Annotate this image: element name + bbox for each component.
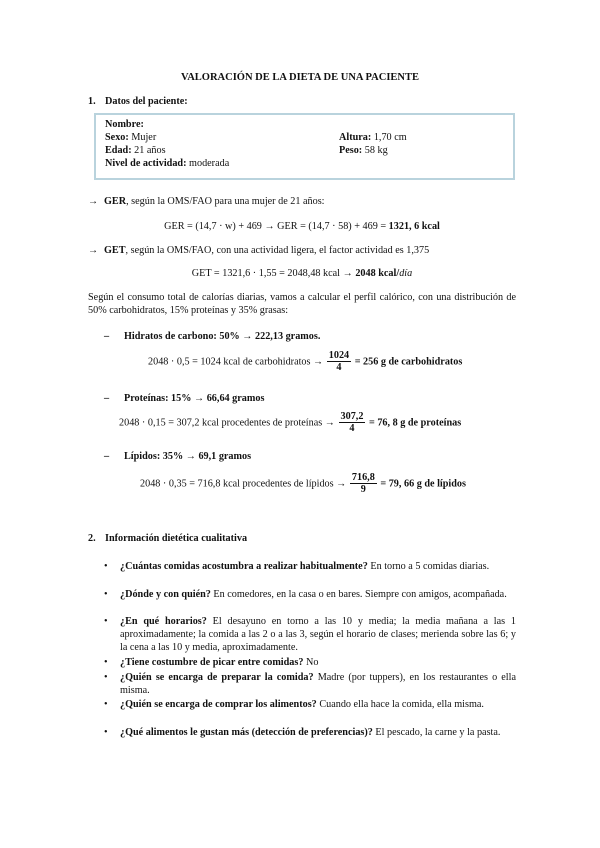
ger-label: GER bbox=[104, 196, 127, 207]
carbs-denominator: 4 bbox=[336, 362, 342, 374]
qa-answer: En torno a 5 comidas diarias. bbox=[367, 561, 490, 572]
qa-question: ¿Qué alimentos le gustan más (detección de preferencias)? bbox=[120, 727, 373, 738]
carbs-numerator: 1024 bbox=[328, 350, 350, 361]
get-text: , según la OMS/FAO, con una actividad ligera, el factor actividad es 1,375 bbox=[125, 245, 430, 256]
carbs-fraction bbox=[327, 350, 351, 374]
lipids-dash: – bbox=[104, 451, 110, 462]
lipids-numerator: 716,8 bbox=[351, 472, 375, 483]
qa-question: ¿En qué horarios? bbox=[120, 616, 207, 627]
proteins-fraction bbox=[339, 411, 366, 435]
qa-answer: El pescado, la carne y la pasta. bbox=[372, 727, 501, 738]
age-value: 21 años bbox=[131, 145, 166, 156]
section-1-heading bbox=[88, 96, 188, 109]
proteins-equation bbox=[119, 411, 461, 435]
get-result: 2048 kcal/ bbox=[355, 268, 400, 279]
carbs-eq-right: = 256 g de carbohidratos bbox=[354, 356, 463, 368]
lipids-heading-text: Lípidos: 35% → 69,1 gramos bbox=[124, 451, 252, 462]
qa-text bbox=[120, 657, 516, 670]
bullet-marker: • bbox=[104, 657, 108, 668]
ger-result: 1321, 6 kcal bbox=[388, 221, 440, 232]
ger-text: , según la OMS/FAO para una mujer de 21 años: bbox=[126, 196, 325, 207]
qa-question: ¿Quién se encarga de comprar los alimentos? bbox=[120, 699, 317, 710]
patient-height-row bbox=[339, 132, 407, 145]
carbs-eq-left: 2048 · 0,5 = 1024 kcal de carbohidratos → bbox=[148, 356, 324, 368]
qa-answer: No bbox=[303, 657, 319, 668]
activity-value: moderada bbox=[186, 158, 230, 169]
qa-answer: Madre (por tuppers), en los restaurantes o ella misma. bbox=[120, 672, 516, 696]
get-label: GET bbox=[104, 245, 126, 256]
qa-answer: Cuando ella hace la comida, ella misma. bbox=[316, 699, 484, 710]
qa-text bbox=[120, 727, 516, 740]
proteins-heading-text: Proteínas: 15% → 66,64 gramos bbox=[124, 393, 265, 404]
weight-value: 58 kg bbox=[362, 145, 388, 156]
qa-answer: El desayuno en torno a las 10 y media; la media mañana a las 1 aproximadamente; la comida a las 2 o a las 3, según el horario de clases; merienda sobre las 6; y la cena a las 10 y media, aproximadamente. bbox=[120, 616, 516, 653]
bullet-marker: • bbox=[104, 727, 108, 738]
proteins-eq-left: 2048 · 0,15 = 307,2 kcal procedentes de proteínas → bbox=[119, 417, 335, 429]
qa-text bbox=[120, 561, 516, 574]
lipids-fraction bbox=[350, 472, 377, 496]
patient-age-row bbox=[105, 145, 166, 158]
bullet-marker: • bbox=[104, 672, 108, 683]
name-label: Nombre: bbox=[105, 119, 144, 130]
patient-weight-row bbox=[339, 145, 388, 158]
get-equation-text: GET = 1321,6 · 1,55 = 2048,48 kcal → bbox=[191, 268, 356, 279]
patient-name-row bbox=[105, 119, 144, 132]
bullet-marker: • bbox=[104, 699, 108, 710]
qa-question: ¿Quién se encarga de preparar la comida? bbox=[120, 672, 314, 683]
bullet-marker: • bbox=[104, 616, 108, 627]
qa-text bbox=[120, 672, 516, 698]
carbs-heading-text: Hidratos de carbono: 50% → 222,13 gramos. bbox=[124, 331, 321, 342]
section-2-label: Información dietética cualitativa bbox=[105, 533, 248, 544]
sex-label: Sexo: bbox=[105, 132, 129, 143]
get-equation bbox=[88, 268, 516, 281]
qa-question: ¿Tiene costumbre de picar entre comidas? bbox=[120, 657, 304, 668]
lipids-eq-right: = 79, 66 g de lípidos bbox=[380, 478, 466, 490]
qa-question: ¿Cuántas comidas acostumbra a realizar habitualmente? bbox=[120, 561, 368, 572]
proteins-numerator: 307,2 bbox=[340, 411, 364, 422]
weight-label: Peso: bbox=[339, 145, 363, 156]
carbs-equation bbox=[148, 350, 462, 374]
section-1-label: Datos del paciente: bbox=[105, 96, 188, 107]
bullet-marker: • bbox=[104, 561, 108, 572]
patient-data-box bbox=[94, 113, 515, 180]
lipids-equation bbox=[140, 472, 466, 496]
height-value: 1,70 cm bbox=[371, 132, 407, 143]
activity-label: Nivel de actividad: bbox=[105, 158, 187, 169]
section-2-number: 2. bbox=[88, 533, 96, 544]
height-label: Altura: bbox=[339, 132, 372, 143]
proteins-dash: – bbox=[104, 393, 110, 404]
get-line bbox=[88, 245, 429, 258]
lipids-eq-left: 2048 · 0,35 = 716,8 kcal procedentes de lípidos → bbox=[140, 478, 347, 490]
get-result-unit: día bbox=[399, 268, 413, 279]
get-arrow: → bbox=[88, 245, 99, 256]
carbs-dash: – bbox=[104, 331, 110, 342]
patient-activity-row bbox=[105, 158, 229, 171]
lipids-heading bbox=[104, 451, 251, 464]
ger-equation-text: GER = (14,7 · w) + 469 → GER = (14,7 · 58) + 469 = bbox=[164, 221, 389, 232]
proteins-heading bbox=[104, 393, 264, 406]
carbs-heading bbox=[104, 331, 320, 344]
sex-value: Mujer bbox=[128, 132, 157, 143]
bullet-marker: • bbox=[104, 589, 108, 600]
ger-line bbox=[88, 196, 325, 209]
proteins-denominator: 4 bbox=[349, 423, 355, 435]
patient-sex-row bbox=[105, 132, 156, 145]
qa-text bbox=[120, 616, 516, 654]
intro-paragraph: Según el consumo total de calorías diarias, vamos a calcular el perfil calórico, con una distribución de 50% carbohidratos, 15% proteínas y 35% grasas: bbox=[88, 292, 516, 316]
ger-arrow: → bbox=[88, 196, 99, 207]
section-1-number: 1. bbox=[88, 96, 96, 107]
qa-answer: En comedores, en la casa o en bares. Siempre con amigos, acompañada. bbox=[210, 589, 507, 600]
section-2-heading bbox=[88, 533, 247, 546]
ger-equation bbox=[88, 221, 516, 234]
lipids-denominator: 9 bbox=[360, 484, 366, 496]
qa-text bbox=[120, 589, 516, 602]
qa-question: ¿Dónde y con quién? bbox=[120, 589, 211, 600]
page-title: VALORACIÓN DE LA DIETA DE UNA PACIENTE bbox=[180, 72, 420, 83]
age-label: Edad: bbox=[105, 145, 132, 156]
qa-text bbox=[120, 699, 516, 712]
proteins-eq-right: = 76, 8 g de proteínas bbox=[368, 417, 462, 429]
